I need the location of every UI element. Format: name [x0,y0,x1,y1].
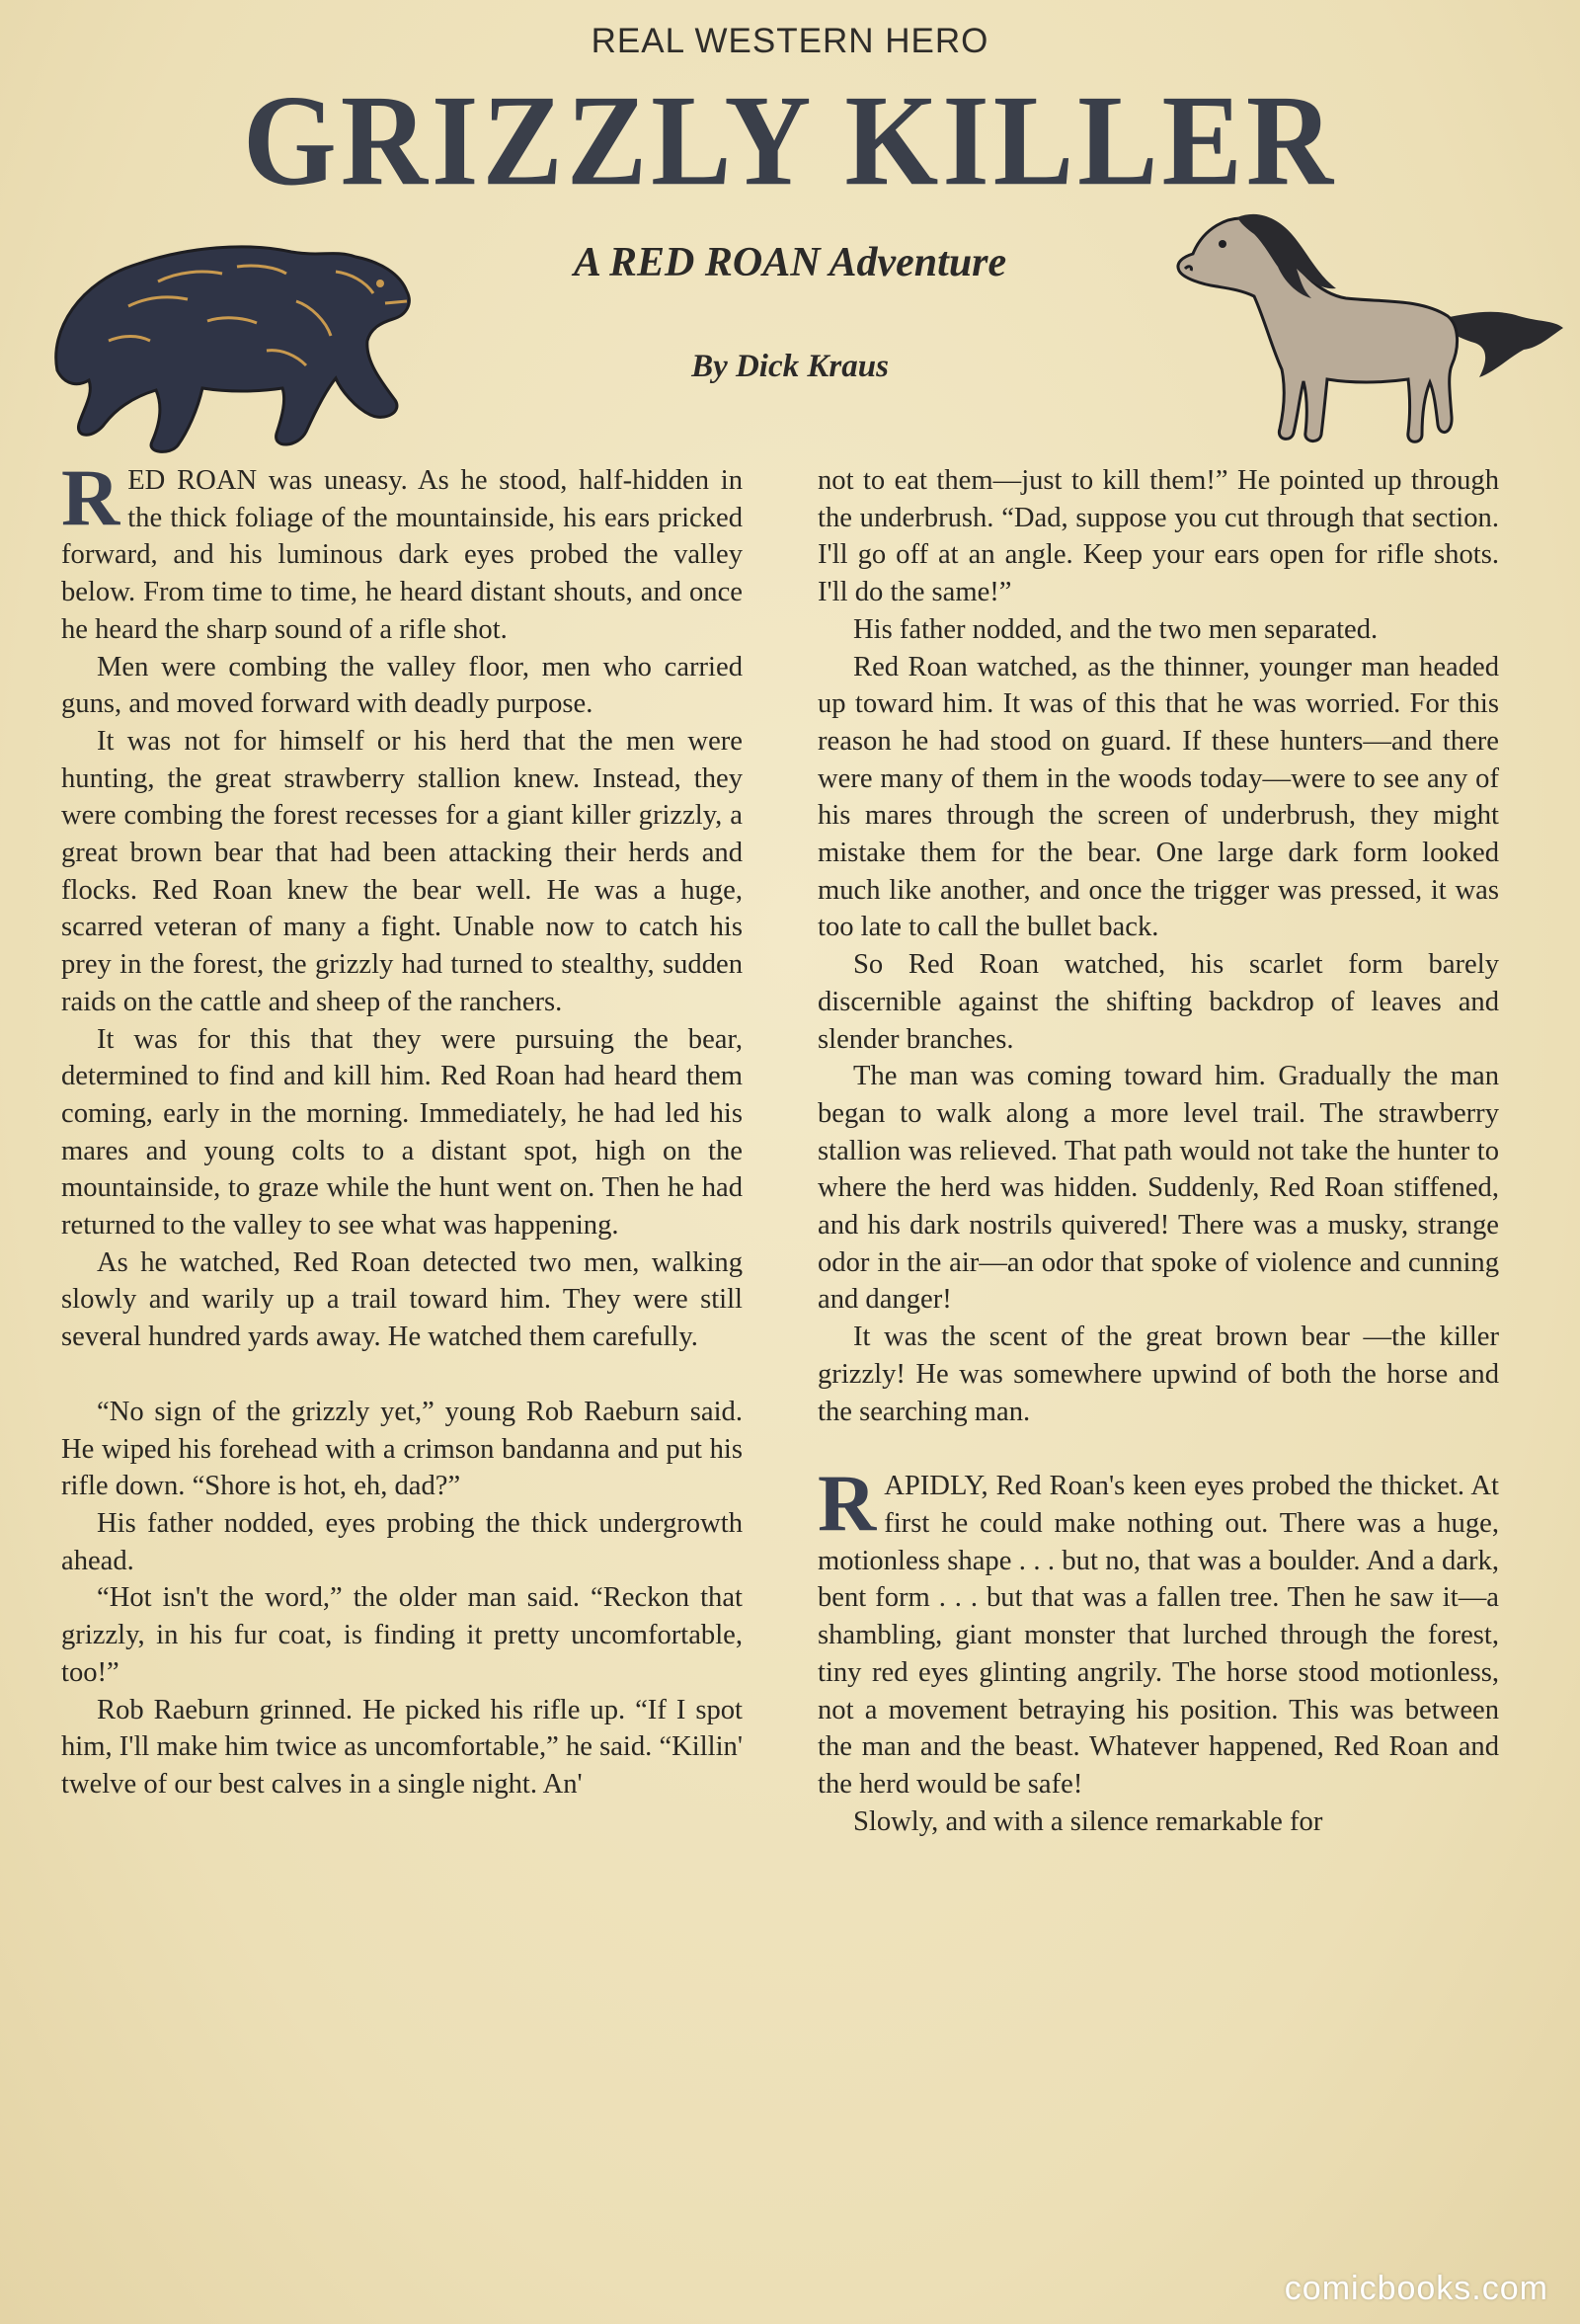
bear-mouth [385,301,407,303]
bear-illustration [40,212,425,459]
story-paragraph: “Hot isn't the word,” the older man said. “Reckon that grizzly, in his fur coat, is finding it pretty uncomfortable, too!” [61,1582,743,1688]
story-paragraph: The man was coming toward him. Gradually the man began to walk along a more level trail. The strawberry stallion was relieved. That path would not take the hunter to where the herd was hidden. Suddenly, Red Roan stiffened, and his dark nostrils quivered! There was a musky, strange odor in the air—an odor that spoke of violence and cunning and danger! [818,1061,1499,1316]
drop-cap: R [818,1458,877,1549]
story-paragraph [818,1458,1499,1803]
byline: By Dick Kraus [691,349,889,384]
drop-cap: R [61,452,120,542]
story-paragraph: not to eat them—just to kill them!” He pointed up through the underbrush. “Dad, suppose you cut through that section. I'll go off at an angle. Keep your ears open for rifle shots. I'll do the same!” [818,465,1499,608]
story-paragraph: It was for this that they were pursuing the bear, determined to find and kill him. Red Roan had heard them coming, early in the morning. Immediately, he had led his mares and young colts to a distant spot, high on the mountainside, to graze while the hunt went on. Then he had returned to the valley to see what was happening. [61,1023,743,1242]
story-title: GRIZZLY KILLER [242,68,1338,213]
story-paragraph: “No sign of the grizzly yet,” young Rob Raeburn said. He wiped his forehead with a crimson bandanna and put his rifle down. “Shore is hot, eh, dad?” [61,1396,743,1502]
masthead: REAL WESTERN HERO [591,22,989,60]
watermark: comicbooks.com [1284,2270,1548,2307]
horse-body [1178,218,1458,441]
story-paragraph: It was not for himself or his herd that the men were hunting, the great strawberry stallion knew. Instead, they were combing the forest recesses for a giant killer grizzly, a great brown bear that had been attacking their herds and flocks. Red Roan knew the bear well. He was a huge, scarred veteran of many a fight. Unable now to catch his prey in the forest, the grizzly had turned to stealthy, sudden raids on the cattle and sheep of the ranchers. [61,725,743,1017]
horse-tail [1445,312,1563,377]
story-subtitle: A RED ROAN Adventure [573,240,1007,285]
story-paragraph: Men were combing the valley floor, men who carried guns, and moved forward with deadly purpose. [61,651,743,720]
story-paragraph: His father nodded, and the two men separated. [853,613,1379,645]
story-column-right [818,462,1499,1840]
story-paragraph: It was the scent of the great brown bear —the killer grizzly! He was somewhere upwind of both the horse and the searching man. [818,1322,1499,1427]
story-paragraph: Rob Raeburn grinned. He picked his rifle up. “If I spot him, I'll make him twice as uncomfortable,” he said. “Killin' twelve of our best calves in a single night. An' [61,1694,744,1800]
paragraph-text: ED ROAN was uneasy. As he stood, half-hidden in the thick foliage of the mountainside, his ears pricked forward, and his luminous dark eyes probed the valley below. From time to time, he heard distant shouts, and once he heard the sharp sound of a rifle shot. [61,465,743,645]
story-paragraph: Red Roan watched, as the thinner, younger man headed up toward him. It was of this that he was worried. For this reason he had stood on guard. If these hunters—and there were many of them in the woods today—were to see any of his mares through the screen of underbrush, they might mistake them for the bear. One large dark form looked much like another, and once the trigger was pressed, it was too late to call the bullet back. [818,651,1499,943]
story-paragraph: So Red Roan watched, his scarlet form barely discernible against the shifting backdrop of leaves and slender branches. [818,949,1499,1055]
horse-eye [1219,240,1226,248]
bear-eye [376,280,384,287]
story-column-left [61,452,744,1803]
story-paragraph [61,452,743,649]
story-paragraph: Slowly, and with a silence remarkable for [853,1805,1323,1837]
paragraph-text: APIDLY, Red Roan's keen eyes probed the thicket. At first he could make nothing out. There was a huge, motionless shape . . . but no, that was a boulder. And a dark, bent form . . . but that was a fallen tree. Then he saw it—a shambling, giant monster that lurched through the forest, tiny red eyes glinting angrily. The horse stood motionless, not a movement betraying his position. This was between the man and the beast. Whatever happened, Red Roan and the herd would be safe! [818,1471,1499,1800]
story-paragraph: His father nodded, eyes probing the thick undergrowth ahead. [61,1507,743,1576]
horse-illustration [1134,200,1568,446]
story-paragraph: As he watched, Red Roan detected two men, walking slowly and warily up a trail toward him. They were still several hundred yards away. He watched them carefully. [61,1246,743,1353]
